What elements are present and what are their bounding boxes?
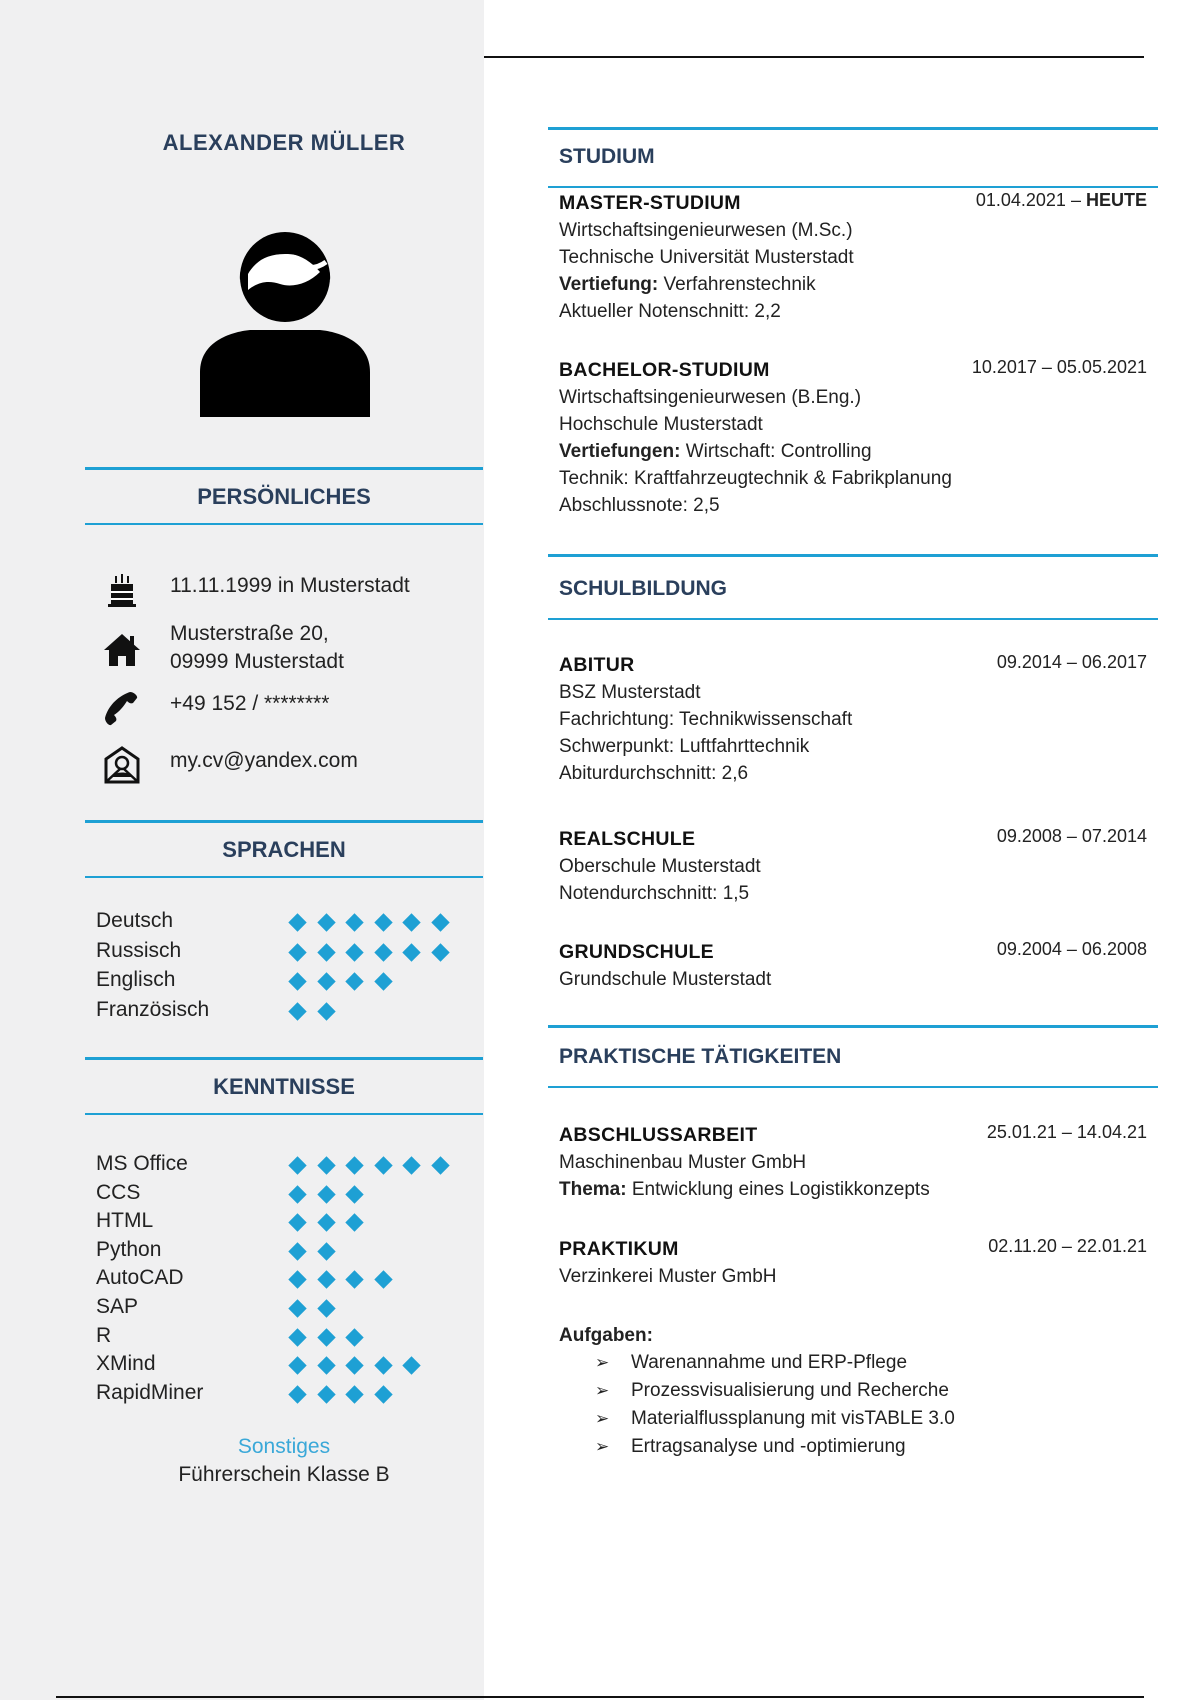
language-name: Englisch	[96, 968, 176, 991]
skills-heading-box	[85, 1057, 483, 1115]
master-focus-value: Verfahrenstechnik	[663, 274, 816, 295]
tasks-list	[595, 1349, 955, 1461]
abitur-line3: Schwerpunkt: Luftfahrttechnik	[559, 736, 810, 757]
task-item	[595, 1433, 955, 1461]
language-name: Russisch	[96, 938, 182, 962]
skill-name: Python	[96, 1237, 162, 1261]
skill-name: R	[96, 1323, 112, 1347]
skill-name: RapidMiner	[96, 1380, 204, 1404]
realschule-title: REALSCHULE	[559, 828, 696, 850]
master-date-to: HEUTE	[1085, 190, 1147, 210]
address-line2: 09999 Musterstadt	[170, 650, 344, 673]
bachelor-line1: Wirtschaftsingenieurwesen (B.Eng.)	[559, 387, 862, 408]
skill-name: CCS	[96, 1180, 141, 1204]
grundschule-date: 09.2004 – 06.2008	[996, 939, 1147, 959]
task-text: Materialflussplanung mit visTABLE 3.0	[631, 1408, 955, 1429]
realschule-date: 09.2008 – 07.2014	[996, 826, 1147, 846]
birth-text: 11.11.1999 in Musterstadt	[170, 574, 410, 597]
phone-row	[100, 688, 480, 732]
arrow-bullet-icon: ➢	[595, 1437, 610, 1456]
praktikum-title: PRAKTIKUM	[559, 1238, 679, 1260]
abitur-date: 09.2014 – 06.2017	[996, 652, 1147, 672]
phone-icon	[100, 688, 144, 728]
praxis-heading-box	[548, 1025, 1158, 1088]
bachelor-focus-label: Vertiefungen:	[559, 441, 681, 462]
task-text: Prozessvisualisierung und Recherche	[631, 1380, 949, 1401]
master-focus	[559, 271, 1147, 298]
praktikum-date: 02.11.20 – 22.01.21	[988, 1236, 1147, 1256]
praxis-heading: PRAKTISCHE TÄTIGKEITEN	[559, 1045, 842, 1068]
abschluss-topic-label: Thema:	[559, 1179, 627, 1200]
top-rule	[484, 56, 1144, 58]
skill-name: MS Office	[96, 1152, 188, 1175]
abitur-line2: Fachrichtung: Technikwissenschaft	[559, 709, 853, 730]
skills-heading: KENNTNISSE	[213, 1074, 355, 1099]
abschluss-title: ABSCHLUSSARBEIT	[559, 1124, 758, 1146]
tasks-label-box	[559, 1322, 1147, 1349]
task-item	[595, 1349, 955, 1377]
email-text[interactable]: my.cv@yandex.com	[170, 749, 358, 772]
language-name: Deutsch	[96, 909, 174, 932]
master-line2: Technische Universität Musterstadt	[559, 247, 854, 268]
candidate-name: ALEXANDER MÜLLER	[162, 130, 406, 155]
task-text: Ertragsanalyse und -optimierung	[631, 1436, 906, 1457]
birth-row	[100, 570, 480, 614]
home-icon	[100, 630, 144, 670]
arrow-bullet-icon: ➢	[595, 1409, 610, 1428]
skill-name: XMind	[96, 1352, 156, 1376]
task-item	[595, 1405, 955, 1433]
studium-heading-box	[548, 127, 1158, 188]
schule-heading: SCHULBILDUNG	[559, 577, 727, 600]
skill-name: AutoCAD	[96, 1266, 184, 1290]
misc-label: Sonstiges	[237, 1435, 331, 1458]
personal-heading: PERSÖNLICHES	[197, 484, 371, 509]
schule-heading-box	[548, 554, 1158, 620]
arrow-bullet-icon: ➢	[595, 1381, 610, 1400]
praktikum-line1: Verzinkerei Muster GmbH	[559, 1266, 777, 1287]
abschluss-line1: Maschinenbau Muster GmbH	[559, 1152, 807, 1173]
grundschule-title: GRUNDSCHULE	[559, 941, 714, 963]
realschule-line2: Notendurchschnitt: 1,5	[559, 883, 750, 904]
praktikum-entry	[559, 1236, 1147, 1290]
phone-text: +49 152 / ********	[170, 692, 330, 715]
bachelor-focus-value: Wirtschaft: Controlling	[685, 441, 872, 462]
language-name: Französisch	[96, 997, 210, 1021]
skill-name: SAP	[96, 1295, 139, 1318]
skill-name: HTML	[96, 1209, 154, 1233]
abschluss-topic-value: Entwicklung eines Logistikkonzepts	[631, 1179, 930, 1200]
abitur-line1: BSZ Musterstadt	[559, 682, 701, 703]
abitur-entry	[559, 652, 1147, 787]
abschluss-topic	[559, 1176, 1147, 1203]
address-line1: Musterstraße 20,	[170, 622, 329, 645]
tasks-label: Aufgaben:	[559, 1325, 653, 1346]
task-item	[595, 1377, 955, 1405]
birthday-cake-icon	[100, 570, 144, 610]
misc-value: Führerschein Klasse B	[178, 1463, 390, 1486]
bachelor-title: BACHELOR-STUDIUM	[559, 359, 770, 381]
task-text: Warenannahme und ERP-Pflege	[631, 1352, 908, 1373]
languages-heading: SPRACHEN	[222, 837, 346, 862]
address-row	[100, 620, 480, 680]
master-date-from: 01.04.2021 –	[975, 190, 1081, 210]
master-title: MASTER-STUDIUM	[559, 192, 741, 214]
arrow-bullet-icon: ➢	[595, 1353, 610, 1372]
email-row	[100, 745, 480, 789]
abitur-line4: Abiturdurchschnitt: 2,6	[559, 763, 749, 784]
avatar-icon	[200, 232, 370, 417]
bottom-rule	[56, 1696, 1144, 1698]
abitur-title: ABITUR	[559, 654, 635, 676]
master-date	[976, 190, 1147, 211]
studium-heading: STUDIUM	[559, 145, 655, 168]
realschule-entry	[559, 826, 1147, 907]
abschluss-date: 25.01.21 – 14.04.21	[986, 1122, 1147, 1142]
master-focus-label: Vertiefung:	[559, 274, 659, 295]
master-entry	[559, 190, 1147, 325]
bachelor-line4: Technik: Kraftfahrzeugtechnik & Fabrikplanung	[559, 468, 952, 489]
master-line4: Aktueller Notenschnitt: 2,2	[559, 301, 781, 322]
bachelor-line2: Hochschule Musterstadt	[559, 414, 763, 435]
abschluss-entry	[559, 1122, 1147, 1203]
grundschule-entry	[559, 939, 1147, 993]
languages-heading-box	[85, 820, 483, 878]
realschule-line1: Oberschule Musterstadt	[559, 856, 761, 877]
personal-heading-box	[85, 467, 483, 525]
bachelor-focus	[559, 438, 1147, 465]
mail-icon	[100, 745, 144, 785]
bachelor-date: 10.2017 – 05.05.2021	[971, 357, 1147, 377]
grundschule-line1: Grundschule Musterstadt	[559, 969, 772, 990]
bachelor-entry	[559, 357, 1147, 519]
master-line1: Wirtschaftsingenieurwesen (M.Sc.)	[559, 220, 853, 241]
bachelor-line5: Abschlussnote: 2,5	[559, 495, 720, 516]
